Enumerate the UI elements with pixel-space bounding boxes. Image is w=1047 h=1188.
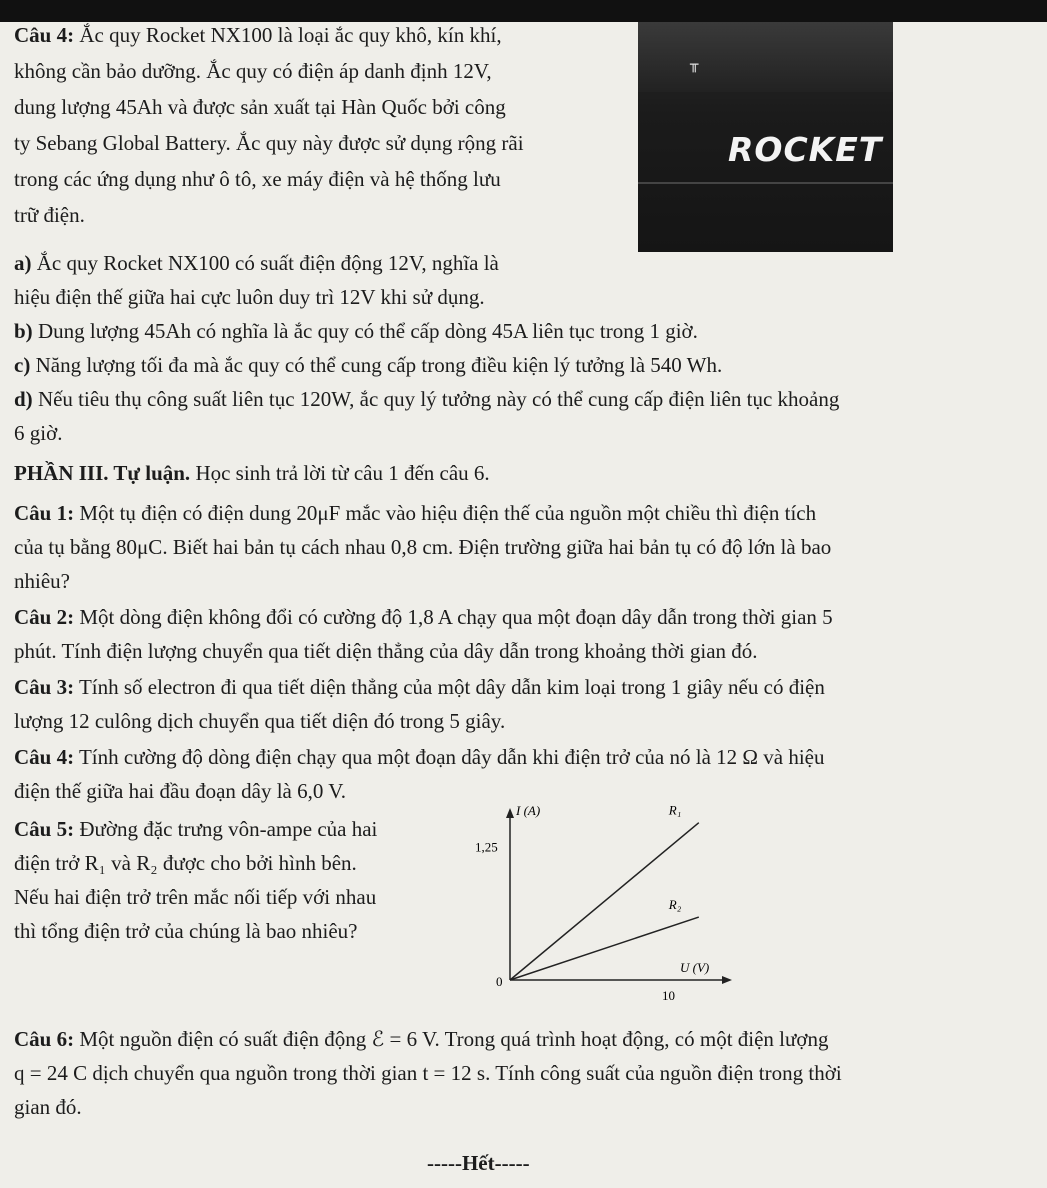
- q4-intro-line: Câu 4: Ắc quy Rocket NX100 là loại ắc quy khô, kín khí,: [14, 23, 502, 47]
- series-label-2: R₂: [668, 897, 682, 913]
- q4-statement-d: d) Nếu tiêu thụ công suất liên tục 120W, ắc quy lý tưởng này có thể cung cấp điện liên tục khoảng: [14, 387, 840, 411]
- x-tick-label: 10: [662, 988, 675, 1003]
- question-2: Câu 2: Một dòng điện không đổi có cường độ 1,8 A chạy qua một đoạn dây dẫn trong thời gian 5: [14, 605, 833, 629]
- battery-terminal-icon: ╥: [690, 57, 699, 73]
- q4-intro-line: trong các ứng dụng như ô tô, xe máy điện và hệ thống lưu: [14, 167, 501, 191]
- q4-intro-line: trữ điện.: [14, 203, 85, 227]
- question-1-cont: của tụ bằng 80μC. Biết hai bản tụ cách nhau 0,8 cm. Điện trường giữa hai bản tụ có độ lớn là bao: [14, 535, 832, 559]
- origin-tick-label: 0: [496, 974, 503, 989]
- question-6: Câu 6: Một nguồn điện có suất điện động ℰ = 6 V. Trong quá trình hoạt động, có một điện lượng: [14, 1027, 829, 1051]
- question-4-cont: điện thế giữa hai đầu đoạn dây là 6,0 V.: [14, 779, 346, 803]
- question-3-cont: lượng 12 culông dịch chuyển qua tiết diện đó trong 5 giây.: [14, 709, 506, 733]
- q4-intro-line: ty Sebang Global Battery. Ắc quy này được sử dụng rộng rãi: [14, 131, 524, 155]
- question-2-cont: phút. Tính điện lượng chuyển qua tiết diện thẳng của dây dẫn trong khoảng thời gian đó.: [14, 639, 758, 663]
- question-5-cont: Nếu hai điện trở trên mắc nối tiếp với nhau: [14, 885, 377, 909]
- q4-statement-a: a) Ắc quy Rocket NX100 có suất điện động 12V, nghĩa là: [14, 251, 499, 275]
- q4-intro-line: dung lượng 45Ah và được sản xuất tại Hàn Quốc bởi công: [14, 95, 506, 119]
- q4-statement-a-cont: hiệu điện thế giữa hai cực luôn duy trì 12V khi sử dụng.: [14, 285, 485, 309]
- x-axis-label: U (V): [680, 960, 710, 975]
- end-marker: -----Hết-----: [427, 1151, 530, 1175]
- question-5-cont: điện trở R₁ và R₂ được cho bởi hình bên.: [14, 851, 357, 875]
- q4-statement-b: b) Dung lượng 45Ah có nghĩa là ắc quy có thể cấp dòng 45A liên tục trong 1 giờ.: [14, 319, 698, 343]
- question-1-cont: nhiêu?: [14, 569, 70, 593]
- battery-lid: [638, 22, 893, 92]
- q4-intro-line: không cần bảo dưỡng. Ắc quy có điện áp danh định 12V,: [14, 59, 492, 83]
- part3-heading: PHẦN III. Tự luận. Học sinh trả lời từ câu 1 đến câu 6.: [14, 461, 490, 485]
- iu-characteristic-chart: [470, 800, 760, 1010]
- y-axis-label: I (A): [516, 803, 541, 818]
- question-6-cont: q = 24 C dịch chuyển qua nguồn trong thời gian t = 12 s. Tính công suất của nguồn điện trong thời: [14, 1061, 842, 1085]
- battery-photo: [638, 22, 893, 252]
- y-axis-arrow-icon: [506, 808, 514, 818]
- question-3: Câu 3: Tính số electron đi qua tiết diện thẳng của một dây dẫn kim loại trong 1 giây nếu có điện: [14, 675, 825, 699]
- question-4: Câu 4: Tính cường độ dòng điện chạy qua một đoạn dây dẫn khi điện trở của nó là 12 Ω và hiệu: [14, 745, 825, 769]
- question-5-cont: thì tổng điện trở của chúng là bao nhiêu?: [14, 919, 358, 943]
- question-1: Câu 1: Một tụ điện có điện dung 20μF mắc vào hiệu điện thế của nguồn một chiều thì điện tích: [14, 501, 817, 525]
- question-5: Câu 5: Đường đặc trưng vôn-ampe của hai: [14, 817, 378, 841]
- battery-stripe: [638, 182, 893, 184]
- q4-statement-c: c) Năng lượng tối đa mà ắc quy có thể cung cấp trong điều kiện lý tưởng là 540 Wh.: [14, 353, 723, 377]
- x-axis-arrow-icon: [722, 976, 732, 984]
- y-tick-label: 1,25: [475, 839, 498, 855]
- question-6-cont: gian đó.: [14, 1095, 82, 1119]
- battery-brand-logo: ROCKET: [728, 130, 883, 169]
- q4-statement-d-cont: 6 giờ.: [14, 421, 63, 445]
- series-layer: [510, 803, 699, 980]
- top-dark-border: [0, 0, 1047, 22]
- series-label-1: R₁: [668, 802, 682, 818]
- series-line-2: [510, 917, 699, 980]
